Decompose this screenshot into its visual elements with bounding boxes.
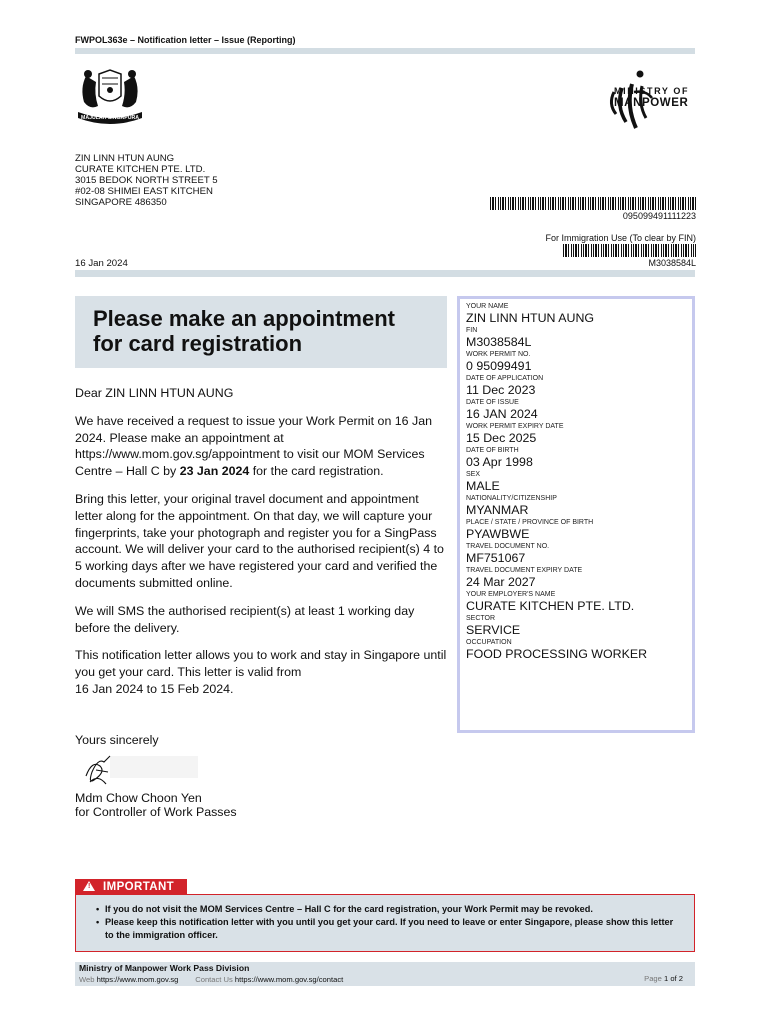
field-value: PYAWBWE (466, 527, 530, 541)
field-label: DATE OF APPLICATION (466, 375, 544, 382)
field-label: DATE OF ISSUE (466, 399, 519, 406)
field-value: M3038584L (466, 335, 532, 349)
field-label: WORK PERMIT NO. (466, 351, 531, 358)
field-label: SECTOR (466, 615, 496, 622)
important-list (96, 903, 680, 942)
ministry-line1: MINISTRY OF (614, 86, 690, 96)
salutation: Dear ZIN LINN HTUN AUNG (75, 386, 234, 400)
address-line: ZIN LINN HTUN AUNG (75, 153, 175, 164)
address-line: CURATE KITCHEN PTE. LTD. (75, 164, 206, 175)
field-value: 0 95099491 (466, 359, 532, 373)
ministry-line2: MANPOWER (614, 97, 689, 109)
field-nationality (466, 495, 686, 517)
paragraph-3: We will SMS the authorised recipient(s) at least 1 working day before the delivery. (75, 603, 415, 635)
field-date-of-application (466, 375, 686, 397)
field-sector (466, 615, 686, 637)
field-label: FIN (466, 327, 478, 334)
paragraph-1-tail: for the card registration. (249, 464, 384, 479)
signer-name: Mdm Chow Choon Yen (75, 791, 202, 805)
field-label: DATE OF BIRTH (466, 447, 519, 454)
field-date-of-birth (466, 447, 686, 469)
validity-period: 16 Jan 2024 to 15 Feb 2024. (75, 681, 234, 696)
tracking-barcode (490, 197, 696, 210)
field-travel-document-no (466, 543, 686, 565)
field-fin (466, 327, 686, 349)
field-expiry-date (466, 423, 686, 445)
immigration-use-label: For Immigration Use (To clear by FIN) (545, 233, 696, 243)
field-value: SERVICE (466, 623, 521, 637)
title-line1: Please make an appointment (93, 306, 395, 331)
contact-label: Contact Us (195, 975, 233, 984)
paragraph-1-text: We have received a request to issue your Work Permit on 16 Jan 2024. Please make an appointment at https://www.mom.gov.sg/appointment to visit our MOM Services Centre – Hall C by (75, 413, 432, 479)
header-divider (75, 270, 695, 277)
field-value: 16 JAN 2024 (466, 407, 538, 421)
field-name (466, 303, 686, 325)
field-value: 03 Apr 1998 (466, 455, 533, 469)
field-label: WORK PERMIT EXPIRY DATE (466, 423, 564, 430)
important-notice (75, 894, 695, 952)
signature-image (80, 752, 200, 788)
field-date-of-issue (466, 399, 686, 421)
important-item: • If you do not visit the MOM Services Centre – Hall C for the card registration, your Work Permit may be revoked. (96, 903, 680, 916)
field-label: PLACE / STATE / PROVINCE OF BIRTH (466, 519, 594, 526)
field-place-of-birth (466, 519, 686, 541)
page-label: Page (644, 974, 662, 983)
fin-barcode (563, 244, 696, 257)
signer-block (75, 791, 237, 819)
important-item: • Please keep this notification letter with you until you get your card. If you need to leave or enter Singapore, please show this letter to the immigration officer. (96, 916, 680, 942)
letter-date: 16 Jan 2024 (75, 258, 128, 269)
address-line: 3015 BEDOK NORTH STREET 5 (75, 175, 218, 186)
letter-title-box (75, 296, 447, 368)
title-line2: for card registration (93, 331, 303, 356)
field-label: YOUR NAME (466, 303, 509, 310)
deadline-date: 23 Jan 2024 (179, 464, 250, 479)
field-value: 15 Dec 2025 (466, 431, 537, 445)
crest-motto: MAJULAH SINGAPURA (81, 115, 139, 121)
form-code: FWPOL363e – Notification letter – Issue (Reporting) (75, 35, 296, 45)
footer-division: Ministry of Manpower Work Pass Division (79, 963, 250, 973)
paragraph-4-text: This notification letter allows you to work and stay in Singapore until you get your card. This letter is valid from (75, 648, 447, 680)
web-link[interactable]: https://www.mom.gov.sg (96, 975, 179, 984)
pass-details-panel (457, 296, 695, 733)
ministry-wordmark (614, 85, 689, 109)
address-line: SINGAPORE 486350 (75, 197, 167, 208)
important-label: IMPORTANT (103, 881, 175, 893)
closing: Yours sincerely (75, 733, 159, 747)
field-sex (466, 471, 686, 493)
letter-title (93, 306, 429, 356)
field-value: FOOD PROCESSING WORKER (466, 647, 648, 661)
page-number (644, 974, 683, 983)
contact-link[interactable]: https://www.mom.gov.sg/contact (234, 975, 344, 984)
field-label: YOUR EMPLOYER'S NAME (466, 591, 556, 598)
field-label: TRAVEL DOCUMENT NO. (466, 543, 550, 550)
fin-barcode-number: M3038584L (648, 258, 696, 268)
paragraph-2: Bring this letter, your original travel document and appointment letter along for the appointment. On that day, we will capture your fingerprints, take your photograph and register you for a SingPass account. We will deliver your card to the authorised recipient(s) 4 to 5 working days after we have registered your card and verified the documents submitted online. (75, 491, 444, 590)
field-label: NATIONALITY/CITIZENSHIP (466, 495, 557, 502)
field-value: 24 Mar 2027 (466, 575, 536, 589)
top-divider (75, 48, 695, 54)
field-occupation (466, 639, 686, 661)
field-work-permit-no (466, 351, 686, 373)
footer-links (79, 974, 691, 985)
page-footer (75, 962, 695, 986)
web-label: Web (79, 975, 95, 984)
field-value: MALE (466, 479, 500, 493)
tracking-number: 095099491111223 (622, 211, 696, 221)
field-travel-document-expiry (466, 567, 686, 589)
letter-body (75, 385, 449, 709)
page-value: 1 of 2 (664, 974, 683, 983)
recipient-address (75, 153, 218, 208)
signer-title: for Controller of Work Passes (75, 805, 237, 819)
singapore-crest-logo (72, 66, 148, 128)
important-heading (75, 879, 187, 895)
field-label: OCCUPATION (466, 639, 512, 646)
field-value: ZIN LINN HTUN AUNG (466, 311, 595, 325)
warning-icon: ! (83, 881, 95, 891)
paragraph-1 (75, 413, 449, 480)
field-label: SEX (466, 471, 481, 478)
address-line: #02-08 SHIMEI EAST KITCHEN (75, 186, 213, 197)
field-value: MYANMAR (466, 503, 529, 517)
paragraph-4 (75, 647, 449, 697)
field-employer-name (466, 591, 686, 613)
field-value: MF751067 (466, 551, 526, 565)
field-value: 11 Dec 2023 (466, 383, 536, 397)
field-label: TRAVEL DOCUMENT EXPIRY DATE (466, 567, 583, 574)
field-value: CURATE KITCHEN PTE. LTD. (466, 599, 635, 613)
